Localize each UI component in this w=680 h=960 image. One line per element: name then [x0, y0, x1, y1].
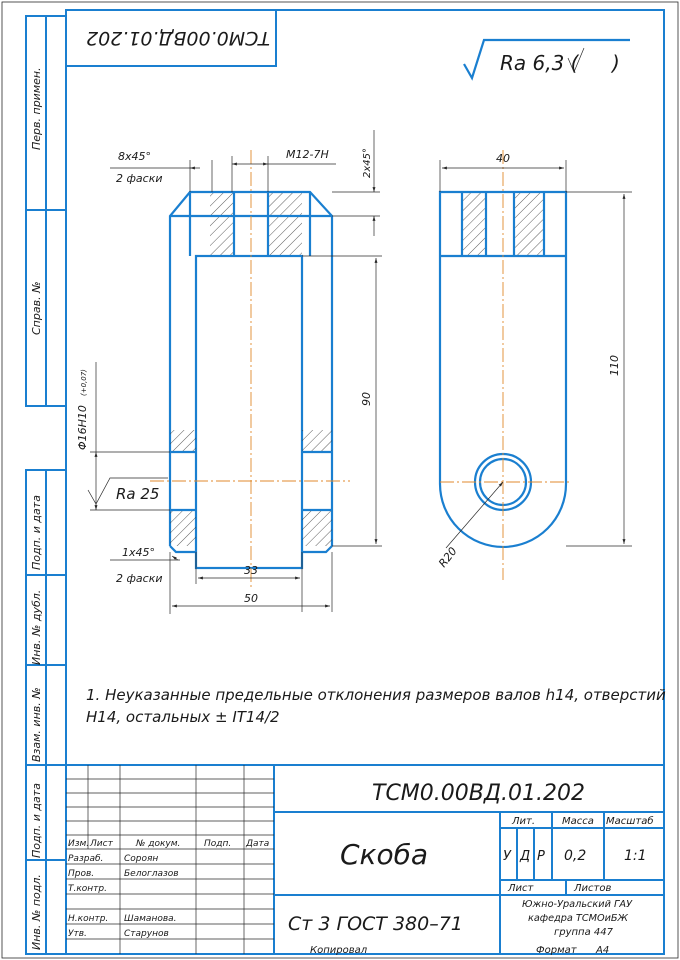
side-label-inv-podl: Инв. № подл. [30, 874, 43, 950]
side-labels [30, 67, 43, 950]
side-label-inv-dubl: Инв. № дубл. [30, 589, 43, 665]
dim-width-50: 50 [244, 592, 258, 605]
tb-col-date: Дата [246, 839, 270, 849]
tb-col-list: Лист [90, 839, 113, 849]
tb-massa: 0,2 [564, 848, 587, 864]
side-label-podp1: Подп. и дата [30, 495, 43, 570]
tb-col-podp: Подп. [204, 839, 232, 849]
dim-bore-tol: (+0,07) [80, 369, 88, 396]
tb-razrab-label: Разраб. [68, 854, 104, 864]
dim-bore: Φ16H10 [76, 405, 89, 450]
roughness-general-text: Ra 6,3 ( [500, 51, 579, 75]
side-view [440, 150, 570, 580]
tb-col-doc: № докум. [136, 839, 181, 849]
tb-org3: группа 447 [554, 927, 613, 938]
roughness-general-close: ) [612, 51, 620, 75]
tb-nkontr-label: Н.контр. [68, 914, 109, 924]
side-label-sprav: Справ. № [30, 281, 43, 335]
roughness-hole-text: Ra 25 [116, 485, 160, 503]
title-block [66, 765, 664, 956]
tb-nkontr-name: Шаманова. [124, 914, 177, 924]
tb-org1: Южно-Уральский ГАУ [522, 899, 633, 910]
tb-code: ТСМ0.00ВД.01.202 [372, 781, 586, 806]
tb-tkontr-label: Т.контр. [68, 884, 108, 894]
dim-thread: М12-7Н [286, 148, 329, 161]
dim-length-110: 110 [608, 355, 621, 376]
dim-chamfer-small: 2х45° [362, 147, 373, 178]
tb-lit2: Д [520, 849, 531, 864]
tb-listov-label: Листов [574, 883, 612, 894]
note-line-2: Н14, остальных ± IT14/2 [86, 708, 280, 726]
front-view [150, 150, 350, 590]
tb-lit3: Р [537, 849, 545, 864]
note-line-1: 1. Неуказанные предельные отклонения размеров валов h14, отверстий [86, 686, 666, 704]
outer-border [2, 2, 678, 958]
side-label-podp2: Подп. и дата [30, 783, 43, 858]
tb-lit-label: Лит. [512, 816, 536, 827]
side-label-perv: Перв. примен. [30, 67, 43, 150]
side-label-vzam: Взам. инв. № [30, 687, 43, 762]
dim-length-90: 90 [360, 392, 373, 406]
tb-masshtab-label: Масштаб [606, 816, 654, 827]
stamp-code: ТСМ0.00ВД.01.202 [86, 27, 270, 49]
tb-masshtab: 1:1 [624, 848, 647, 864]
tb-utv-name: Старунов [124, 929, 169, 939]
dim-radius: R20 [436, 544, 460, 570]
dim-width-33: 33 [244, 564, 258, 577]
dim-chamfer-bottom: 1х45° [122, 546, 156, 559]
tb-col-izm: Изм. [68, 839, 90, 849]
tb-utv-label: Утв. [68, 929, 87, 939]
tb-lit1: У [503, 849, 511, 864]
tb-prov-label: Пров. [68, 869, 95, 879]
tb-kopiroval: Копировал [310, 945, 368, 956]
tb-material: Ст 3 ГОСТ 380–71 [288, 913, 463, 935]
tb-format: А4 [596, 945, 610, 956]
dim-chamfer-top: 8х45° [118, 150, 152, 163]
tb-prov-name: Белоглазов [124, 869, 179, 879]
tb-massa-label: Масса [562, 816, 594, 827]
dim-width-40: 40 [496, 152, 510, 165]
tb-list-label: Лист [508, 883, 534, 894]
tb-format-label: Формат [536, 945, 577, 956]
dim-chamfer-top-note: 2 фаски [116, 172, 163, 185]
tb-name: Скоба [340, 838, 429, 871]
general-roughness [464, 40, 630, 78]
tb-org2: кафедра ТСМОиБЖ [528, 913, 630, 924]
tb-razrab-name: Сороян [124, 854, 159, 864]
dim-chamfer-bottom-note: 2 фаски [116, 572, 163, 585]
